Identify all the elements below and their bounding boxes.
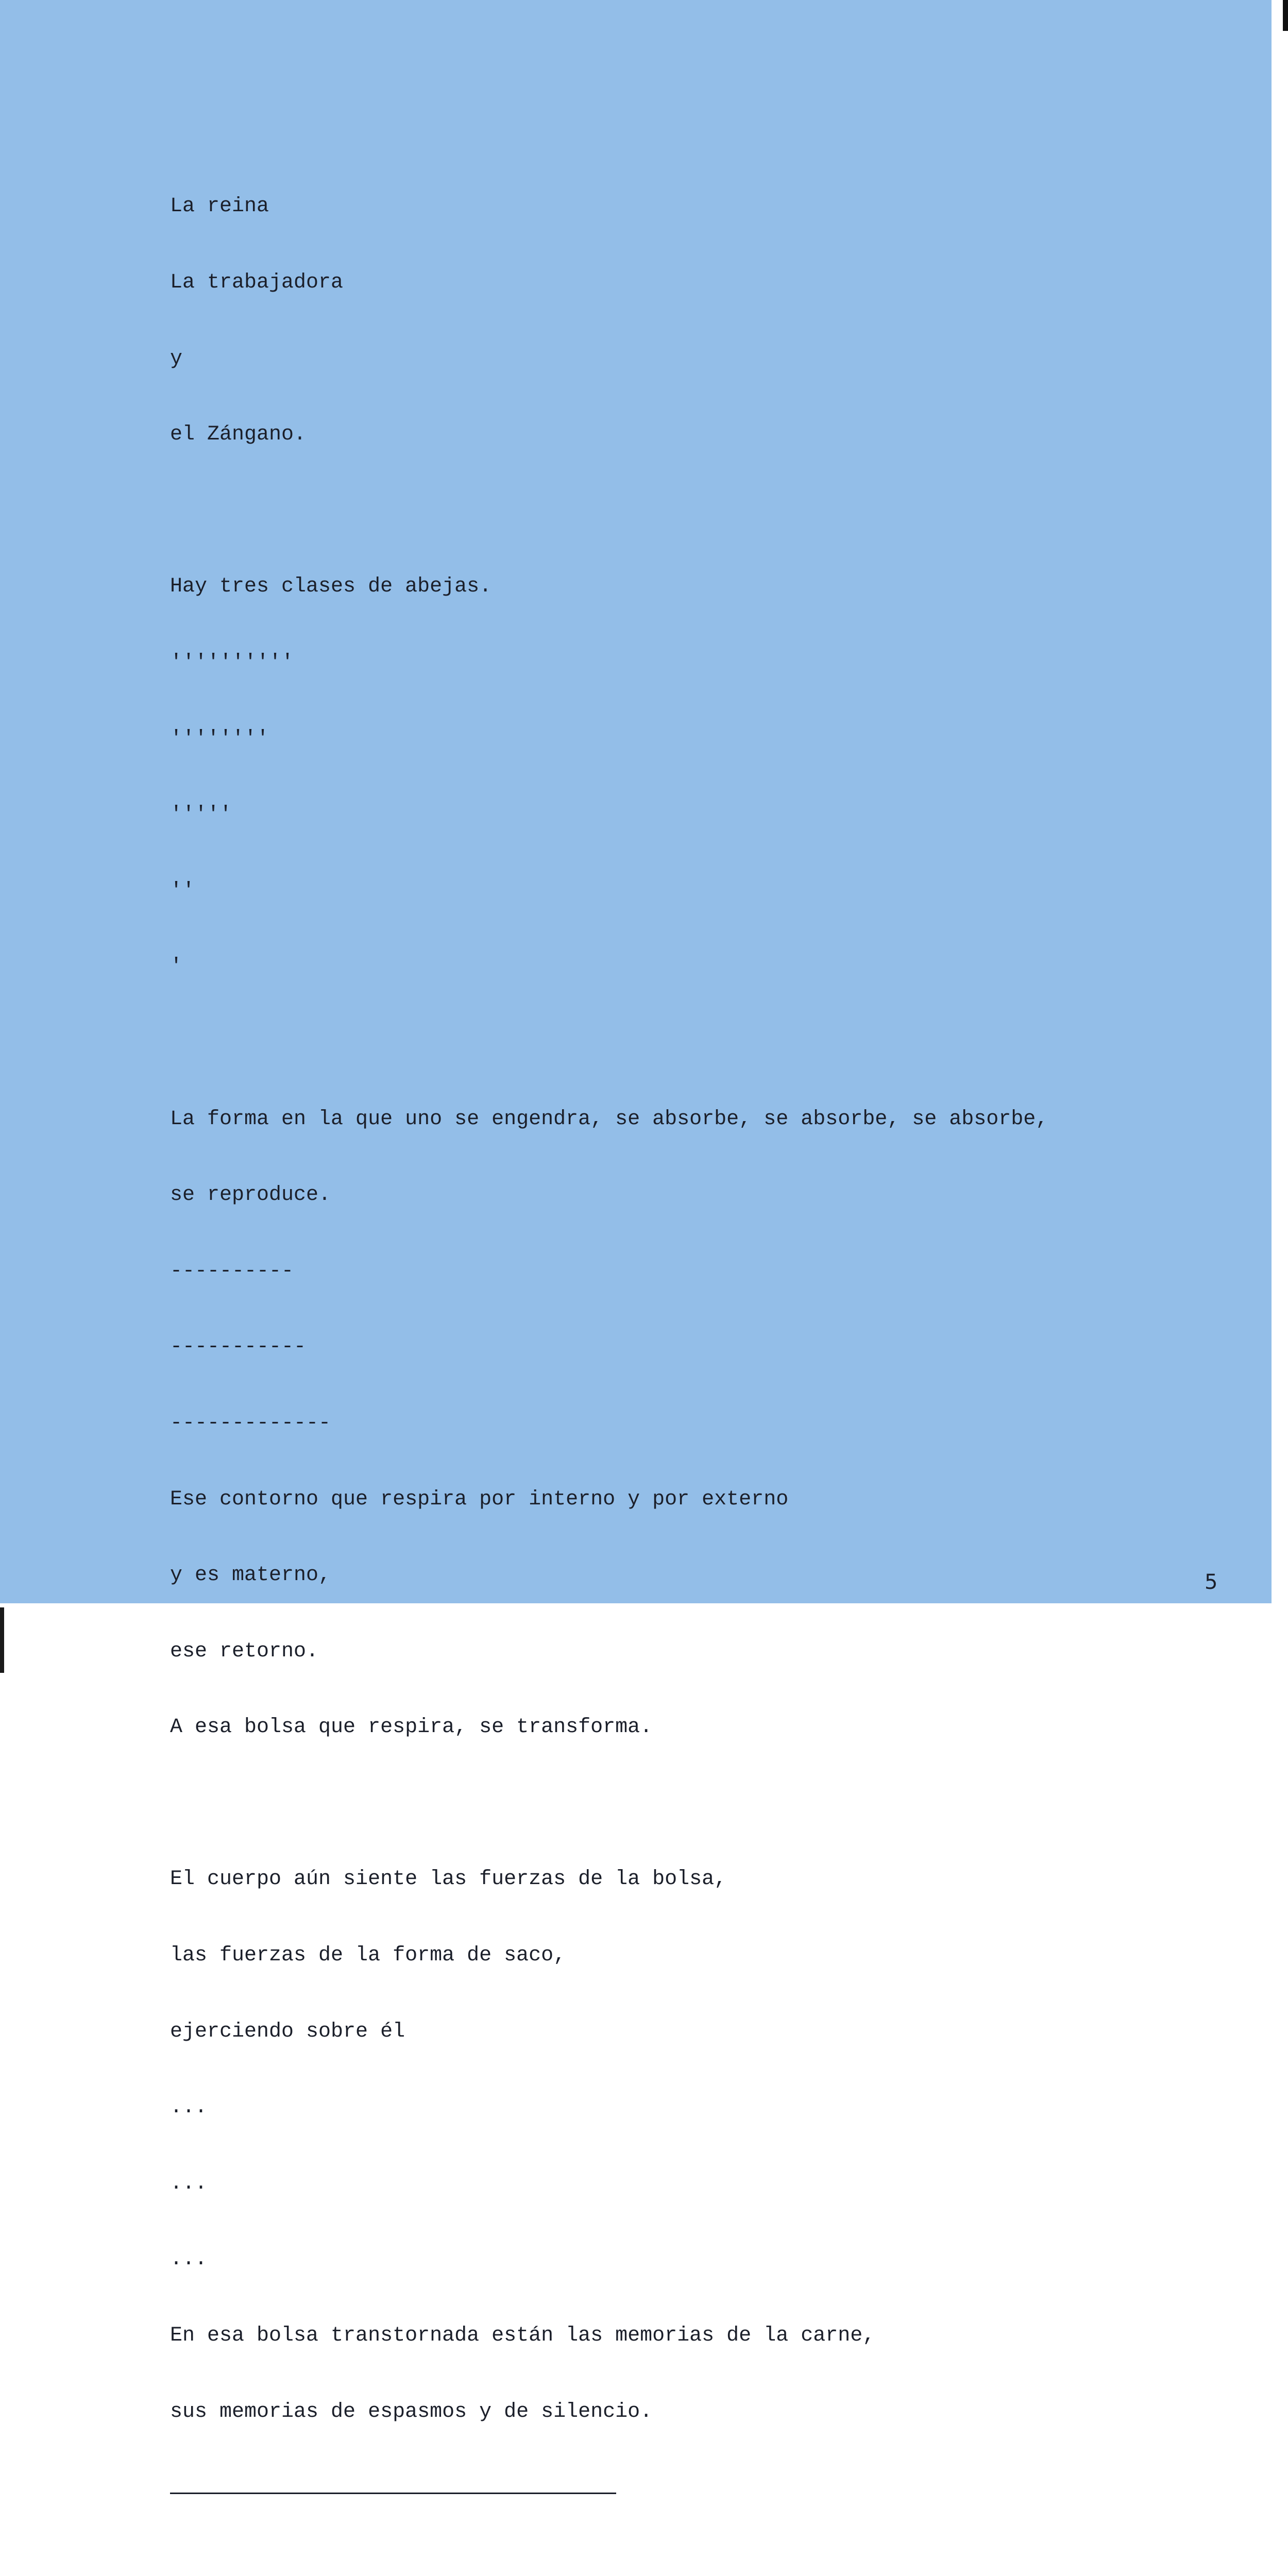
poem-line: La reina — [170, 195, 269, 218]
poem-line: En esa bolsa transtornada están las memorias de la carne, — [170, 2324, 875, 2348]
poem-line: '''''''''' — [170, 651, 294, 674]
poem-line: '''''''' — [170, 727, 269, 751]
stanza-gap — [170, 2551, 1200, 2576]
poem-text — [170, 143, 1200, 2576]
poem-line: ''''' — [170, 803, 232, 827]
poem-line: ------------- — [170, 1411, 331, 1435]
poem-line: ... — [170, 2172, 208, 2195]
poem-line: sus memorias de espasmos y de silencio. — [170, 2400, 653, 2424]
stanza-gap — [170, 498, 1200, 523]
poem-line: ----------- — [170, 1335, 307, 1359]
rule-bar — [170, 2493, 616, 2494]
poem-line: Ese contorno que respira por interno y por externo — [170, 1487, 789, 1511]
poem-line: '' — [170, 879, 195, 903]
poem-line: las fuerzas de la forma de saco, — [170, 1944, 566, 1968]
poem-line: y es materno, — [170, 1564, 331, 1587]
scan-edge-mark — [0, 1607, 4, 1673]
stanza-gap — [170, 1030, 1200, 1056]
page-number: 5 — [1205, 1570, 1218, 1594]
horizontal-rule — [170, 2475, 1200, 2500]
poem-line: La forma en la que uno se engendra, se absorbe, se absorbe, se absorbe, — [170, 1107, 1048, 1131]
poem-line: ejerciendo sobre él — [170, 2020, 405, 2043]
poem-line: La trabajadora — [170, 271, 344, 294]
stanza-gap — [170, 1791, 1200, 1816]
poem-line: ... — [170, 2096, 208, 2120]
poem-line: y — [170, 347, 183, 370]
poem-line: se reproduce. — [170, 1183, 331, 1207]
poem-line: Hay tres clases de abejas. — [170, 575, 492, 599]
poem-line: ... — [170, 2248, 208, 2272]
poem-line: ' — [170, 955, 183, 979]
poem-line: A esa bolsa que respira, se transforma. — [170, 1716, 653, 1739]
scan-edge-shadow — [1283, 0, 1288, 31]
poem-line: el Zángano. — [170, 423, 307, 447]
poem-line: ---------- — [170, 1259, 294, 1283]
poem-line: ese retorno. — [170, 1639, 319, 1663]
poem-line: El cuerpo aún siente las fuerzas de la bolsa, — [170, 1868, 727, 1891]
